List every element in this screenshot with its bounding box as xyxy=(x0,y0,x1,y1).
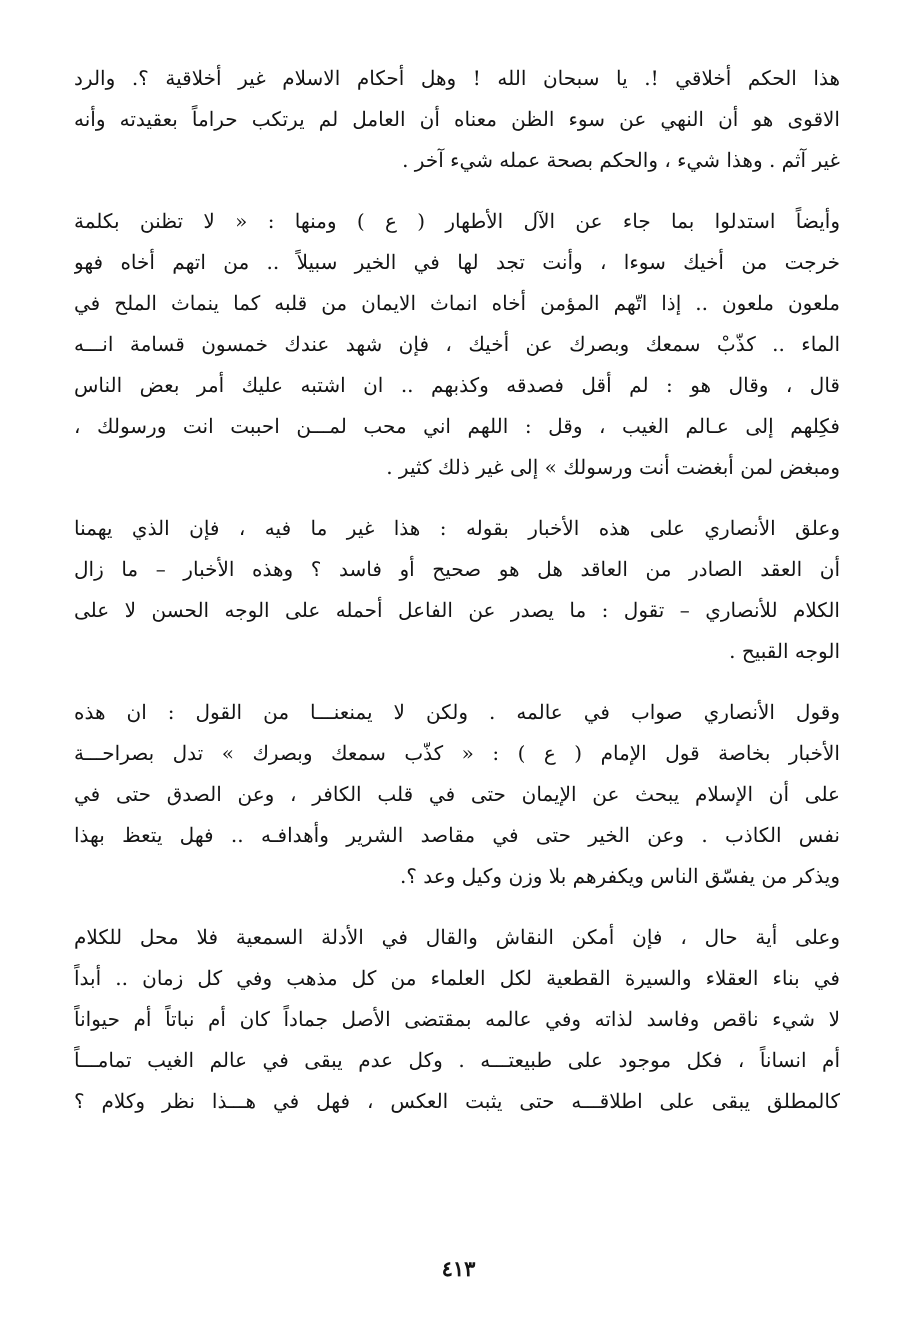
text-line: غير آثم . وهذا شيء ، والحكم بصحة عمله شيء آخر . xyxy=(402,148,840,172)
text-line: في بناء العقلاء والسيرة القطعية لكل العلماء من كل مذهب وفي كل زمان .. أبداً xyxy=(74,966,840,990)
text-line: ومبغض لمن أبغضت أنت ورسولك » إلى غير ذلك كثير . xyxy=(386,455,840,479)
text-line: الأخبار بخاصة قول الإمام ( ع ) : « كذّب سمعك وبصرك » تدل بصراحـــة xyxy=(74,741,840,765)
text-line: لا شيء ناقص وفاسد لذاته وفي عالمه بمقتضى الأصل جماداً كان أم نباتاً أم حيواناً xyxy=(74,1007,840,1031)
text-line: وأيضاً استدلوا بما جاء عن الآل الأطهار ( ع ) ومنها : « لا تظنن بكلمة xyxy=(74,209,840,233)
text-line: وعلى أية حال ، فإن أمكن النقاش والقال في الأدلة السمعية فلا محل للكلام xyxy=(74,925,840,949)
text-line: وقول الأنصاري صواب في عالمه . ولكن لا يمنعنـــا من القول : ان هذه xyxy=(74,700,840,724)
text-line: الماء .. كذّبْ سمعك وبصرك عن أخيك ، فإن شهد عندك خمسون قسامة انـــه xyxy=(74,332,840,356)
paragraph xyxy=(74,201,840,488)
page-body-text xyxy=(74,58,840,1142)
text-line: أن العقد الصادر من العاقد هل هو صحيح أو فاسد ؟ وهذه الأخبار – ما زال xyxy=(74,557,840,581)
text-line: ملعون ملعون .. إذا اتّهم المؤمن أخاه انماث الايمان من قلبه كما ينماث الملح في xyxy=(74,291,840,315)
text-line: الكلام للأنصاري – تقول : ما يصدر عن الفاعل أحمله على الوجه الحسن لا على xyxy=(74,598,840,622)
text-line: هذا الحكم أخلاقي !. يا سبحان الله ! وهل أحكام الاسلام غير أخلاقية ؟. والرد xyxy=(74,66,840,90)
text-line: أم انساناً ، فكل موجود على طبيعتـــه . وكل عدم يبقى في عالم الغيب تمامـــاً xyxy=(74,1048,840,1072)
text-line: فكِلهم إلى عـالم الغيب ، وقل : اللهم اني محب لمـــن احببت انت ورسولك ، xyxy=(74,414,840,438)
text-line: كالمطلق يبقى على اطلاقـــه حتى يثبت العكس ، فهل في هـــذا نظر وكلام ؟ xyxy=(74,1089,840,1113)
text-line: على أن الإسلام يبحث عن الإيمان حتى في قلب الكافر ، وعن الصدق حتى في xyxy=(74,782,840,806)
text-line: وعلق الأنصاري على هذه الأخبار بقوله : هذا غير ما فيه ، فإن الذي يهمنا xyxy=(74,516,840,540)
page-number: ٤١٣ xyxy=(441,1256,476,1281)
text-line: الاقوى هو أن النهي عن سوء الظن معناه أن العامل لم يرتكب حراماً بعقيدته وأنه xyxy=(74,107,840,131)
text-line: الوجه القبيح . xyxy=(729,639,840,663)
text-line: ويذكر من يفسّق الناس ويكفرهم بلا وزن وكيل وعد ؟. xyxy=(399,864,840,888)
text-line: قال ، وقال هو : لم أقل فصدقه وكذبهم .. ان اشتبه عليك أمر بعض الناس xyxy=(74,373,840,397)
text-line: خرجت من أخيك سوءا ، وأنت تجد لها في الخير سبيلاً .. من اتهم أخاه فهو xyxy=(74,250,840,274)
text-line: نفس الكاذب . وعن الخير حتى في مقاصد الشرير وأهدافـه .. فهل يتعظ بهذا xyxy=(74,823,840,847)
paragraph xyxy=(74,58,840,181)
paragraph xyxy=(74,508,840,672)
paragraph xyxy=(74,692,840,897)
paragraph xyxy=(74,917,840,1122)
